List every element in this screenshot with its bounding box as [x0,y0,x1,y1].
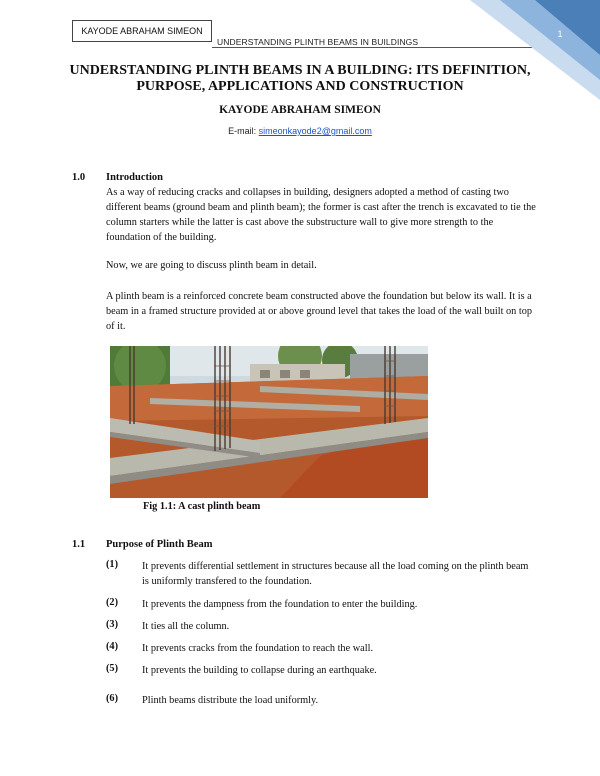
list-item-number: (4) [106,641,119,652]
title-line-2: PURPOSE, APPLICATIONS AND CONSTRUCTION [136,79,464,94]
intro-paragraph-1: As a way of reducing cracks and collapses in building, designers adopted a method of casting two different beams (ground beam and plinth beam); the former is cast after the trench is excavated to tie the column starters while the latter is cast above the substructure wall to give more strength to the foundation of the building. [106,187,536,243]
list-item-number: (5) [106,663,119,674]
list-item-text: Plinth beams distribute the load uniformly. [142,695,319,706]
figure-caption: Fig 1.1: A cast plinth beam [143,501,261,512]
list-item-number: (3) [106,619,119,630]
list-item-text: It prevents the building to collapse during an earthquake. [142,665,377,676]
header-author-box: KAYODE ABRAHAM SIMEON [72,20,212,42]
intro-paragraph-2: Now, we are going to discuss plinth beam in detail. [106,260,317,271]
page-number: 1 [557,29,563,39]
list-item-text: It ties all the column. [142,621,230,632]
running-header-title: UNDERSTANDING PLINTH BEAMS IN BUILDINGS [217,37,419,47]
intro-paragraph-3: A plinth beam is a reinforced concrete beam constructed above the foundation but below its wall. It is a beam in a framed structure provided at or above ground level that takes the load of the wall built on top of it. [106,291,533,332]
list-item-number: (6) [106,693,119,704]
document-title [40,63,560,95]
section-heading-purpose: Purpose of Plinth Beam [106,539,213,550]
list-item-number: (2) [106,597,119,608]
section-number-intro: 1.0 [72,172,86,183]
list-item-number: (1) [106,559,119,570]
document-author: KAYODE ABRAHAM SIMEON [219,104,381,116]
email-label: E-mail: [228,126,259,136]
list-item-text: It prevents cracks from the foundation to reach the wall. [142,643,374,654]
section-number-purpose: 1.1 [72,539,86,550]
email-link[interactable]: simeonkayode2@gmail.com [258,126,372,136]
plinth-beam-photo [110,346,428,498]
section-heading-intro: Introduction [106,172,163,183]
author-email-line [40,126,560,136]
list-item-text: It prevents the dampness from the foundation to enter the building. [142,599,418,610]
list-item-text: It prevents differential settlement in structures because all the load coming on the plinth beam is uniformly transfered to the foundation. [142,561,529,587]
title-line-1: UNDERSTANDING PLINTH BEAMS IN A BUILDING: ITS DEFINITION, [69,63,531,78]
